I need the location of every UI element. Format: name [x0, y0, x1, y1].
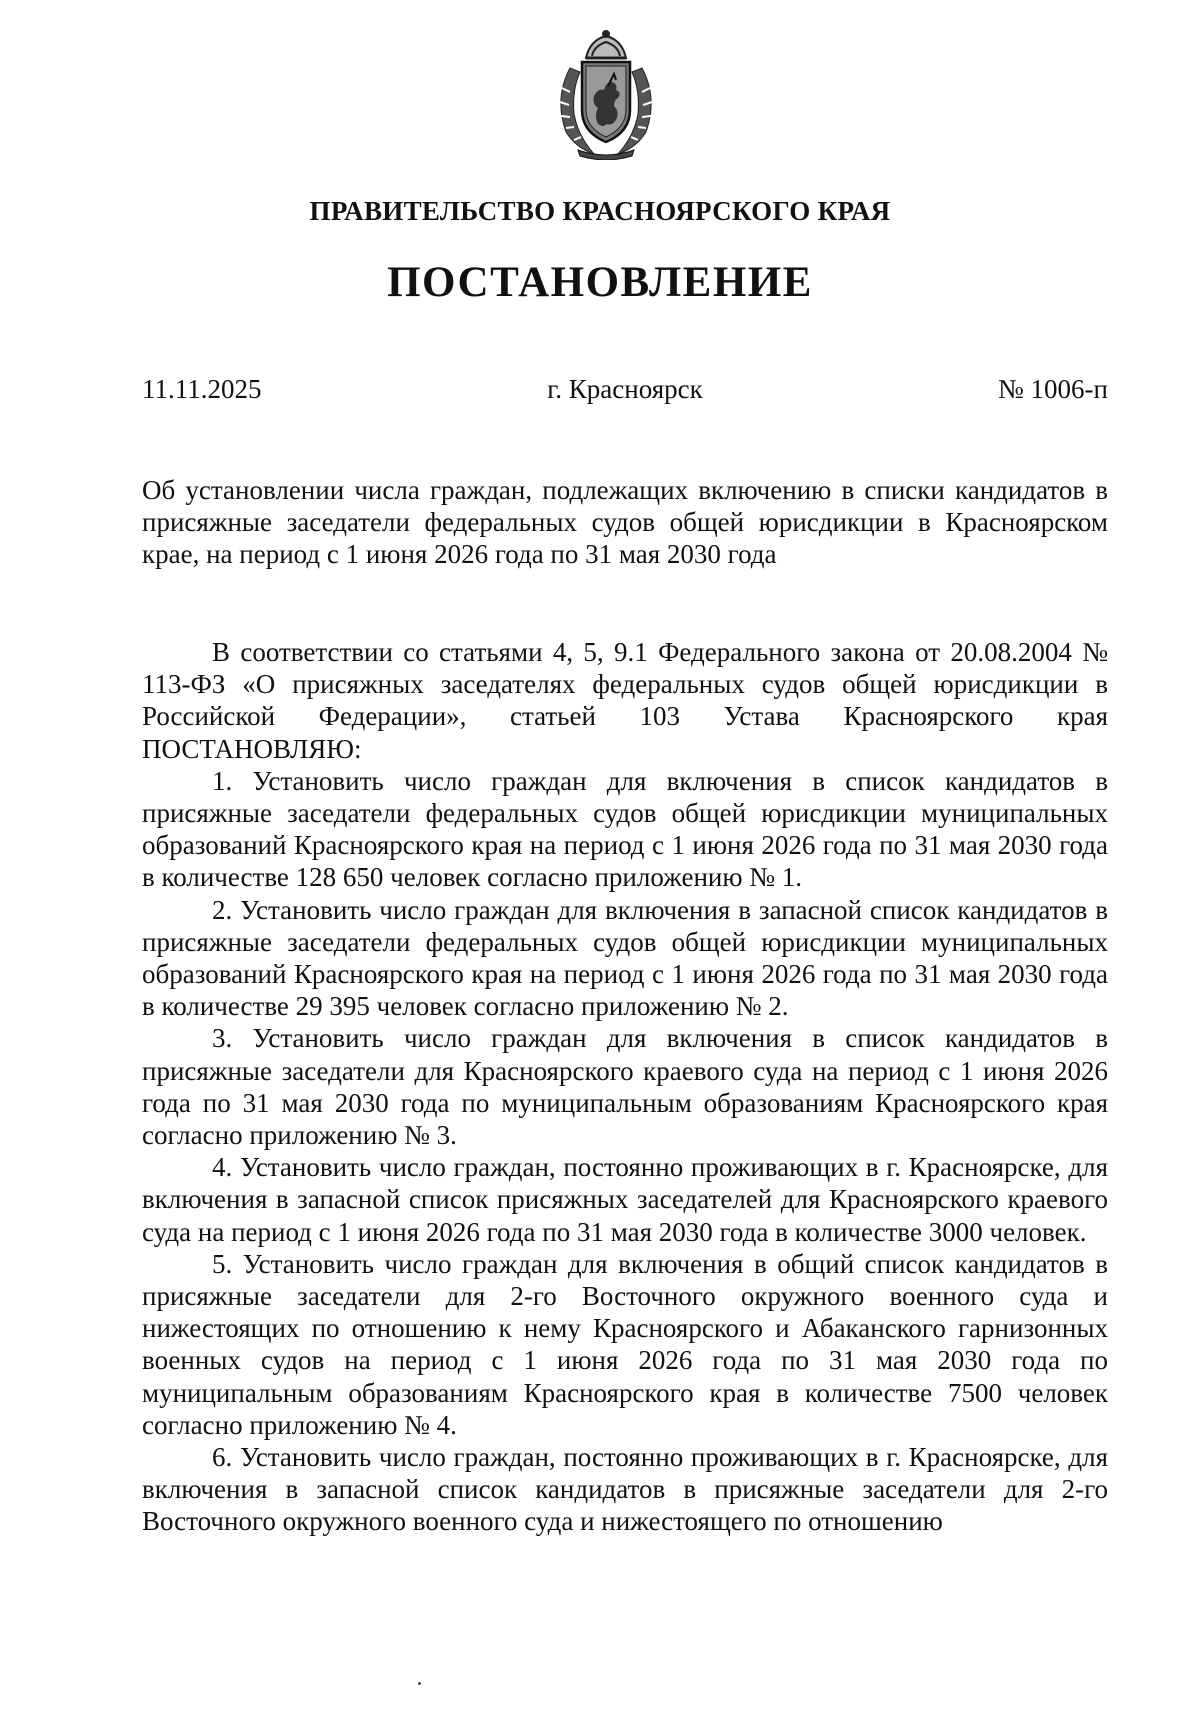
document-city: г. Красноярск [547, 374, 703, 404]
coat-of-arms-icon [548, 28, 664, 160]
preamble-paragraph [142, 636, 1108, 765]
government-title: ПРАВИТЕЛЬСТВО КРАСНОЯРСКОГО КРАЯ [309, 196, 891, 226]
decree-item-6: 6. Установить число граждан, постоянно проживающих в г. Красноярске, для включения в запасной список кандидатов в присяжные заседатели для 2-го Восточного окружного военного суда и нижестоящего по отношению [142, 1442, 1108, 1537]
document-subject: Об установлении числа граждан, подлежащих включению в списки кандидатов в присяжные заседатели федеральных судов общей юрисдикции в Красноярском крае, на период с 1 июня 2026 года по 31 мая 2030 года [142, 475, 1108, 569]
preamble-text: В соответствии со статьями 4, 5, 9.1 Федерального закона от 20.08.2004 № 113-ФЗ «О присяжных заседателях федеральных судов общей юрисдикции в Российской Федерации», статьей 103 Устава Красноярского края [142, 637, 1108, 732]
decree-item-4: 4. Установить число граждан, постоянно проживающих в г. Красноярске, для включения в запасной список присяжных заседателей для Красноярского краевого суда на период с 1 июня 2026 года по 31 мая 2030 года в количестве 3000 человек. [142, 1152, 1108, 1247]
decree-item-5: 5. Установить число граждан для включения в общий список кандидатов в присяжные заседатели для 2-го Восточного окружного военного суда и нижестоящих по отношению к нему Красноярского и Абаканского гарнизонных военных судов на период с 1 июня 2026 года по 31 мая 2030 года по муниципальным образованиям Красноярского края в количестве 7500 человек согласно приложению № 4. [142, 1248, 1108, 1440]
document-date: 11.11.2025 [142, 374, 262, 404]
decree-item-2: 2. Установить число граждан для включения в запасной список кандидатов в присяжные заседатели федеральных судов общей юрисдикции муниципальных образований Красноярского края на период с 1 июня 2026 года по 31 мая 2030 года в количестве 29 395 человек согласно приложению № 2. [142, 894, 1108, 1022]
document-type-title: ПОСТАНОВЛЕНИЕ [387, 259, 813, 306]
scan-mark [418, 1682, 421, 1685]
decree-word: ПОСТАНОВЛЯЮ: [142, 733, 362, 764]
decree-item-3: 3. Установить число граждан для включения в список кандидатов в присяжные заседатели для Красноярского краевого суда на период с 1 июня 2026 года по 31 мая 2030 года по муниципальным образованиям Красноярского края согласно приложению № 3. [142, 1023, 1108, 1151]
decree-item-1: 1. Установить число граждан для включения в список кандидатов в присяжные заседатели федеральных судов общей юрисдикции муниципальных образований Красноярского края на период с 1 июня 2026 года по 31 мая 2030 года в количестве 128 650 человек согласно приложению № 1. [142, 765, 1108, 893]
document-body [142, 636, 1108, 1538]
document-number: № 1006-п [998, 374, 1108, 404]
document-meta [142, 374, 1108, 408]
